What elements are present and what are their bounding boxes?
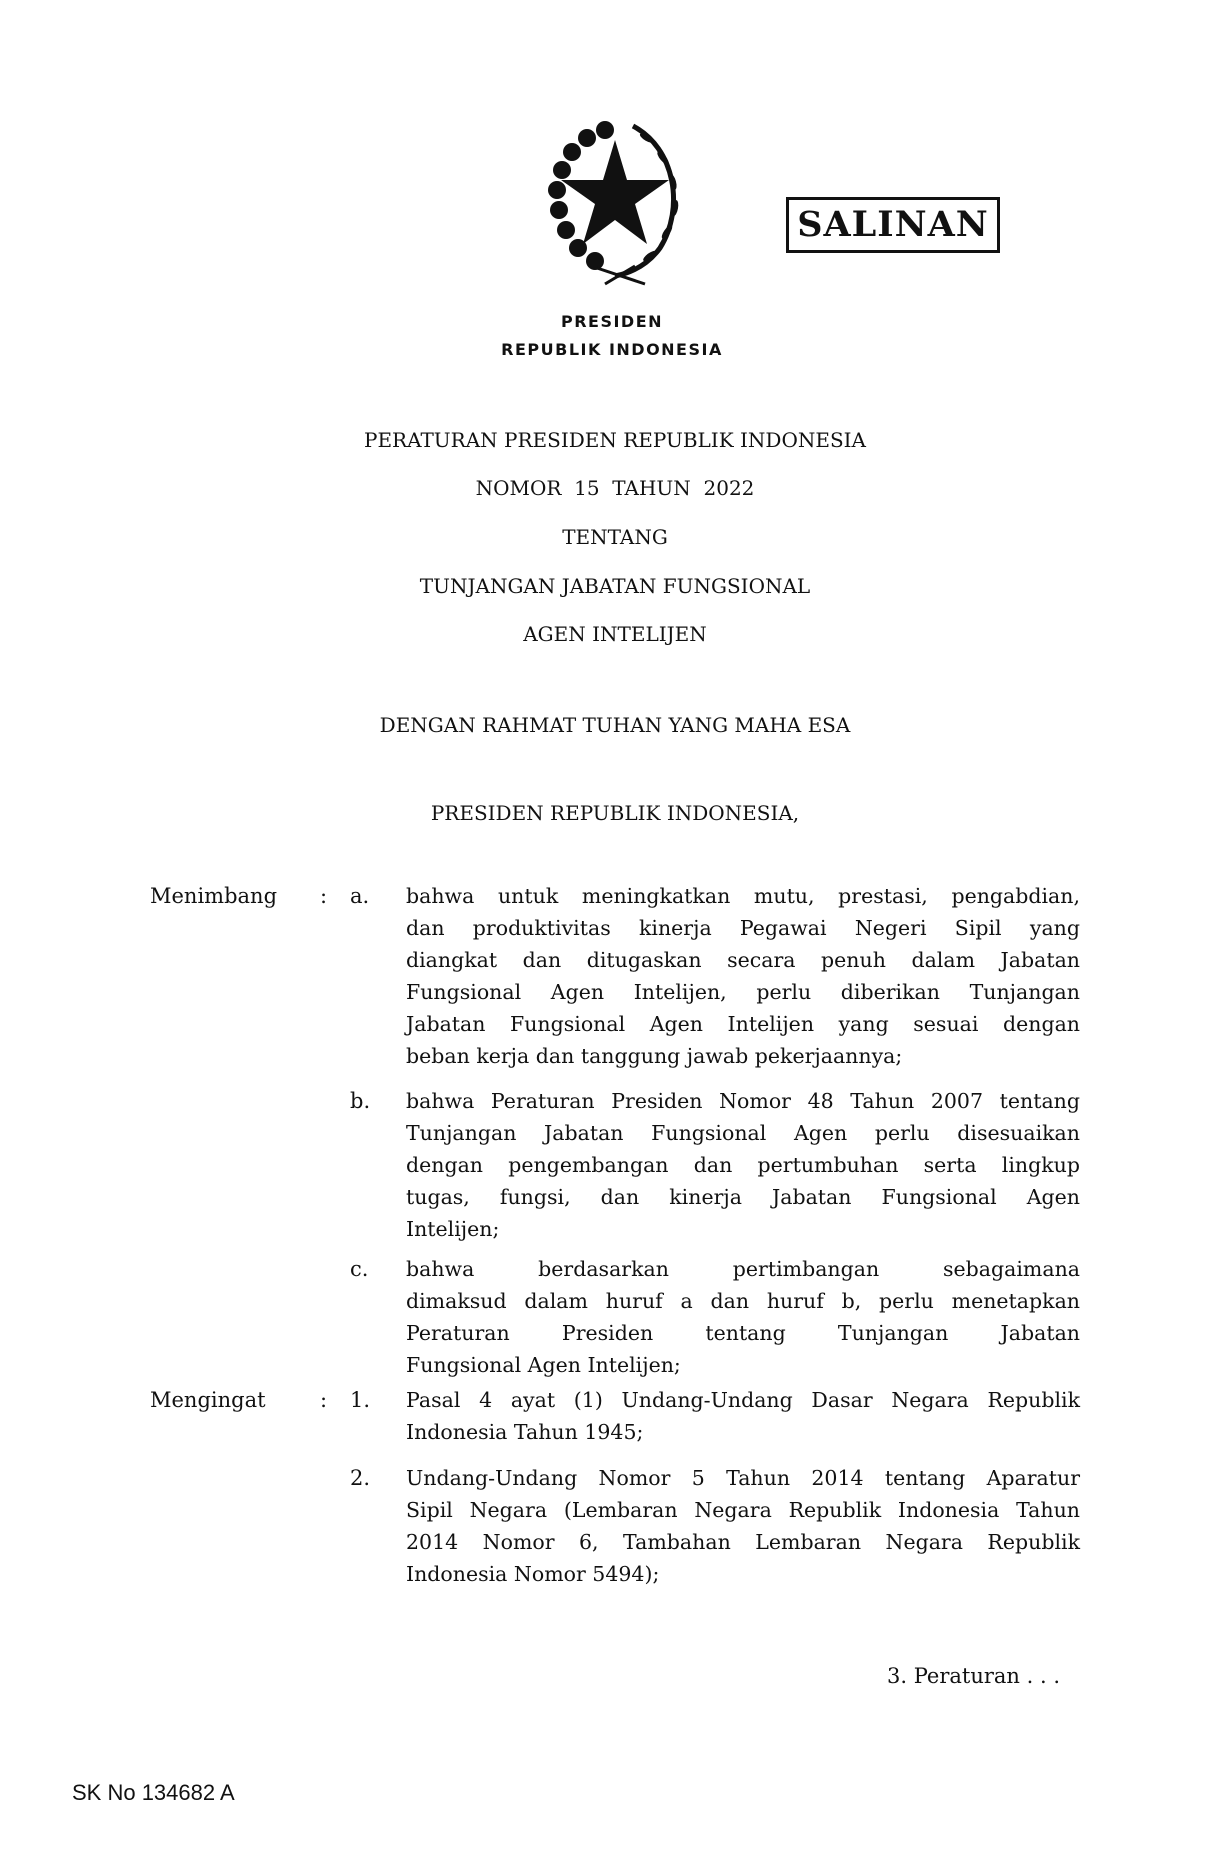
menimbang-item-line: Fungsional Agen Intelijen, perlu diberikan Tunjangan <box>406 980 1080 1004</box>
menimbang-item-line: Tunjangan Jabatan Fungsional Agen perlu disesuaikan <box>406 1121 1080 1145</box>
menimbang-item-marker: a. <box>350 884 370 908</box>
title-line-3: TENTANG <box>562 525 668 549</box>
continuation-text: 3. Peraturan . . . <box>887 1664 1060 1688</box>
invocation: DENGAN RAHMAT TUHAN YANG MAHA ESA <box>379 713 851 737</box>
menimbang-item-line: Fungsional Agen Intelijen; <box>406 1353 681 1377</box>
menimbang-item-line: dimaksud dalam huruf a dan huruf b, perlu menetapkan <box>406 1289 1080 1313</box>
menimbang-item-line: Intelijen; <box>406 1217 500 1241</box>
menimbang-label: Menimbang <box>150 884 278 908</box>
title-line-1: PERATURAN PRESIDEN REPUBLIK INDONESIA <box>363 428 866 452</box>
presidential-emblem-logo <box>535 118 695 288</box>
mengingat-item-line: Pasal 4 ayat (1) Undang-Undang Dasar Negara Republik <box>406 1388 1080 1412</box>
footer-code: SK No 134682 A <box>72 1780 235 1805</box>
title-line-5: AGEN INTELIJEN <box>523 622 707 646</box>
issuer: PRESIDEN REPUBLIK INDONESIA, <box>430 801 800 825</box>
menimbang-item-line: dan produktivitas kinerja Pegawai Negeri Sipil yang <box>406 916 1080 940</box>
title-line-2: NOMOR 15 TAHUN 2022 <box>475 476 755 500</box>
menimbang-item-line: dengan pengembangan dan pertumbuhan serta lingkup <box>406 1153 1080 1177</box>
header-republik-indonesia: REPUBLIK INDONESIA <box>501 340 723 359</box>
menimbang-item-marker: b. <box>350 1089 371 1113</box>
menimbang-item-marker: c. <box>350 1257 369 1281</box>
mengingat-item-line: Indonesia Tahun 1945; <box>406 1420 644 1444</box>
menimbang-item-line: Jabatan Fungsional Agen Intelijen yang sesuai dengan <box>406 1012 1080 1036</box>
menimbang-item-line: Peraturan Presiden tentang Tunjangan Jabatan <box>406 1321 1080 1345</box>
menimbang-item-line: bahwa Peraturan Presiden Nomor 48 Tahun 2007 tentang <box>406 1089 1080 1113</box>
mengingat-colon: : <box>320 1388 328 1412</box>
menimbang-item-line: bahwa berdasarkan pertimbangan sebagaimana <box>406 1257 1080 1281</box>
mengingat-label: Mengingat <box>150 1388 266 1412</box>
header-presiden: PRESIDEN <box>560 312 664 331</box>
menimbang-item-line: diangkat dan ditugaskan secara penuh dalam Jabatan <box>406 948 1080 972</box>
mengingat-item-marker: 1. <box>350 1388 371 1412</box>
mengingat-item-line: Indonesia Nomor 5494); <box>406 1562 660 1586</box>
mengingat-item-marker: 2. <box>350 1466 371 1490</box>
mengingat-item-line: Undang-Undang Nomor 5 Tahun 2014 tentang Aparatur <box>406 1466 1080 1490</box>
menimbang-item-line: beban kerja dan tanggung jawab pekerjaannya; <box>406 1044 903 1068</box>
salinan-stamp: SALINAN <box>786 197 1000 253</box>
menimbang-item-line: bahwa untuk meningkatkan mutu, prestasi, pengabdian, <box>406 884 1080 908</box>
menimbang-colon: : <box>320 884 328 908</box>
mengingat-item-line: 2014 Nomor 6, Tambahan Lembaran Negara Republik <box>406 1530 1080 1554</box>
mengingat-item-line: Sipil Negara (Lembaran Negara Republik Indonesia Tahun <box>406 1498 1080 1522</box>
menimbang-item-line: tugas, fungsi, dan kinerja Jabatan Fungsional Agen <box>406 1185 1080 1209</box>
title-line-4: TUNJANGAN JABATAN FUNGSIONAL <box>419 574 811 598</box>
